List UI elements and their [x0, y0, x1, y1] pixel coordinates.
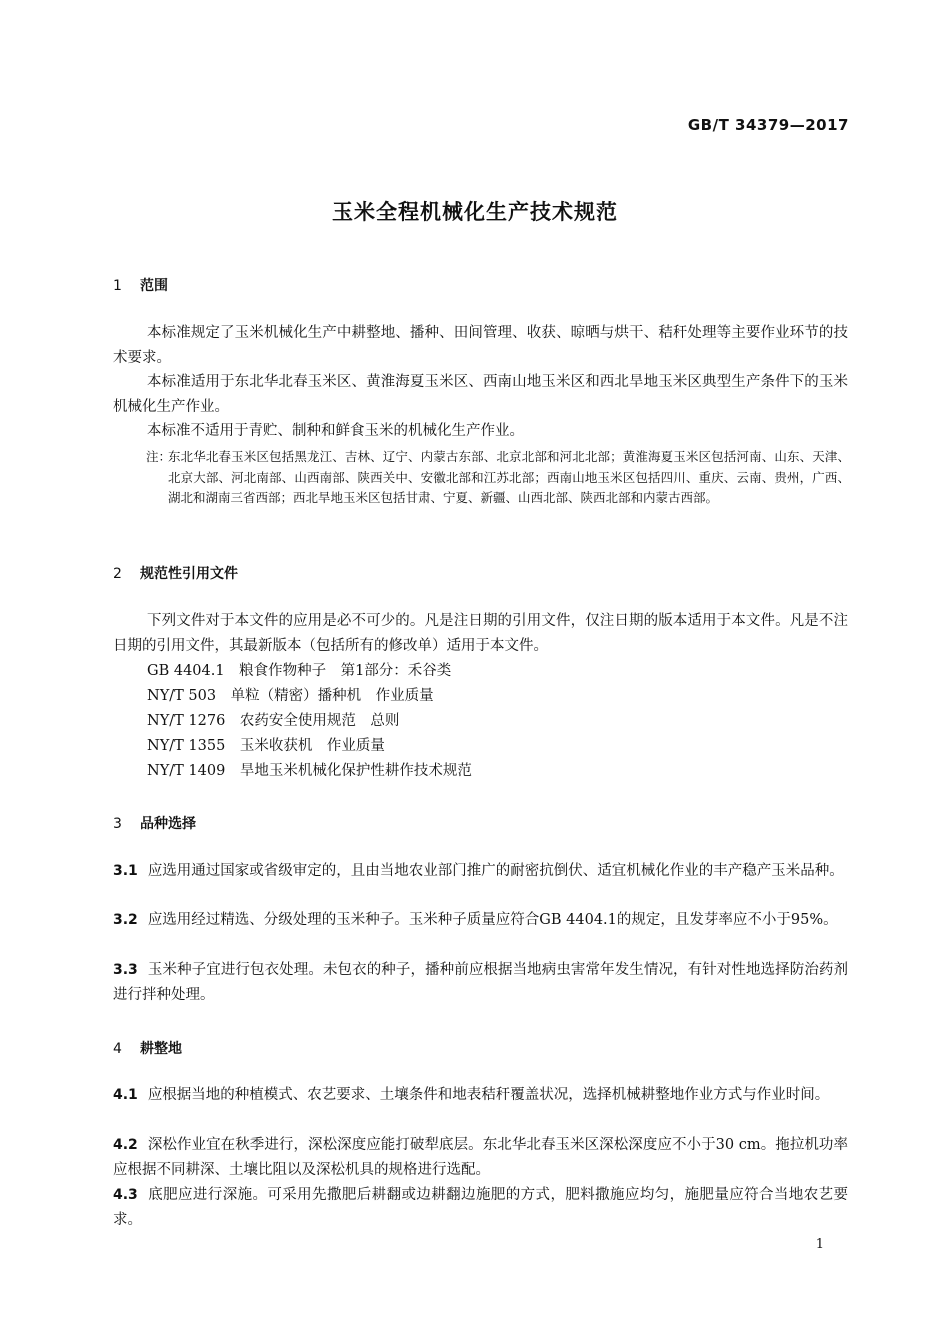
note-label: 注： [146, 449, 172, 464]
reference-item: NY/T 1355 玉米收获机 作业质量 [147, 738, 385, 754]
clause-4-1 [113, 1083, 848, 1108]
section-title: 品种选择 [140, 816, 196, 832]
clause-number: 4.3 [113, 1187, 138, 1203]
section-number: 4 [113, 1041, 122, 1057]
standard-code: GB/T 34379—2017 [687, 116, 849, 134]
reference-item: NY/T 503 单粒（精密）播种机 作业质量 [147, 688, 434, 704]
section-heading-tillage [113, 1038, 182, 1058]
section-number: 2 [113, 566, 122, 582]
clause-number: 3.2 [113, 912, 138, 928]
clause-text: 玉米种子宜进行包衣处理。未包衣的种子，播种前应根据当地病虫害常年发生情况，有针对性地选择防治药剂进行拌种处理。 [113, 962, 848, 1003]
clause-number: 4.2 [113, 1137, 138, 1153]
section-heading-scope [113, 275, 168, 295]
scope-paragraph-2: 本标准适用于东北华北春玉米区、黄淮海夏玉米区、西南山地玉米区和西北旱地玉米区典型生产条件下的玉米机械化生产作业。 [113, 374, 848, 415]
reference-item: NY/T 1276 农药安全使用规范 总则 [147, 713, 400, 729]
scope-note [146, 447, 850, 509]
scope-paragraph-3: 本标准不适用于青贮、制种和鲜食玉米的机械化生产作业。 [147, 423, 524, 439]
clause-text: 应选用通过国家或省级审定的，且由当地农业部门推广的耐密抗倒伏、适宜机械化作业的丰产稳产玉米品种。 [147, 863, 844, 879]
section-number: 1 [113, 278, 122, 294]
clause-number: 4.1 [113, 1087, 138, 1103]
document-title: 玉米全程机械化生产技术规范 [332, 200, 618, 224]
clause-3-3 [113, 958, 848, 1007]
clause-number: 3.1 [113, 863, 138, 879]
clause-text: 底肥应进行深施。可采用先撒肥后耕翻或边耕翻边施肥的方式，肥料撒施应均匀，施肥量应符合当地农艺要求。 [113, 1187, 848, 1228]
section-title: 范围 [140, 278, 168, 294]
clause-number: 3.3 [113, 962, 138, 978]
reference-item: GB 4404.1 粮食作物种子 第1部分：禾谷类 [147, 663, 452, 679]
clause-text: 应根据当地的种植模式、农艺要求、土壤条件和地表秸秆覆盖状况，选择机械耕整地作业方式与作业时间。 [147, 1087, 830, 1103]
clause-4-2 [113, 1133, 848, 1182]
section-title: 规范性引用文件 [140, 566, 238, 582]
section-number: 3 [113, 816, 122, 832]
clause-4-3 [113, 1183, 848, 1232]
references-intro-paragraph: 下列文件对于本文件的应用是必不可少的。凡是注日期的引用文件，仅注日期的版本适用于本文件。凡是不注日期的引用文件，其最新版本（包括所有的修改单）适用于本文件。 [113, 613, 848, 654]
page-number: 1 [815, 1237, 824, 1252]
section-heading-variety-selection [113, 813, 196, 833]
scope-paragraph-1: 本标准规定了玉米机械化生产中耕整地、播种、田间管理、收获、晾晒与烘干、秸秆处理等主要作业环节的技术要求。 [113, 325, 848, 366]
note-text: 东北华北春玉米区包括黑龙江、吉林、辽宁、内蒙古东部、北京北部和河北北部；黄淮海夏玉米区包括河南、山东、天津、北京大部、河北南部、山西南部、陕西关中、安徽北部和江苏北部；西南山地玉米区包括四川、重庆、云南、贵州，广西、湖北和湖南三省西部；西北旱地玉米区包括甘肃、宁夏、新疆、山西北部、陕西北部和内蒙古西部。 [168, 449, 850, 505]
clause-text: 应选用经过精选、分级处理的玉米种子。玉米种子质量应符合GB 4404.1的规定，且发芽率应不小于95%。 [147, 912, 838, 928]
clause-3-1 [113, 859, 848, 884]
section-title: 耕整地 [140, 1041, 182, 1057]
section-heading-normative-references [113, 563, 238, 583]
clause-text: 深松作业宜在秋季进行，深松深度应能打破犁底层。东北华北春玉米区深松深度应不小于30 cm。拖拉机功率应根据不同耕深、土壤比阻以及深松机具的规格进行选配。 [113, 1137, 848, 1178]
clause-3-2 [113, 908, 848, 933]
reference-item: NY/T 1409 旱地玉米机械化保护性耕作技术规范 [147, 763, 472, 779]
